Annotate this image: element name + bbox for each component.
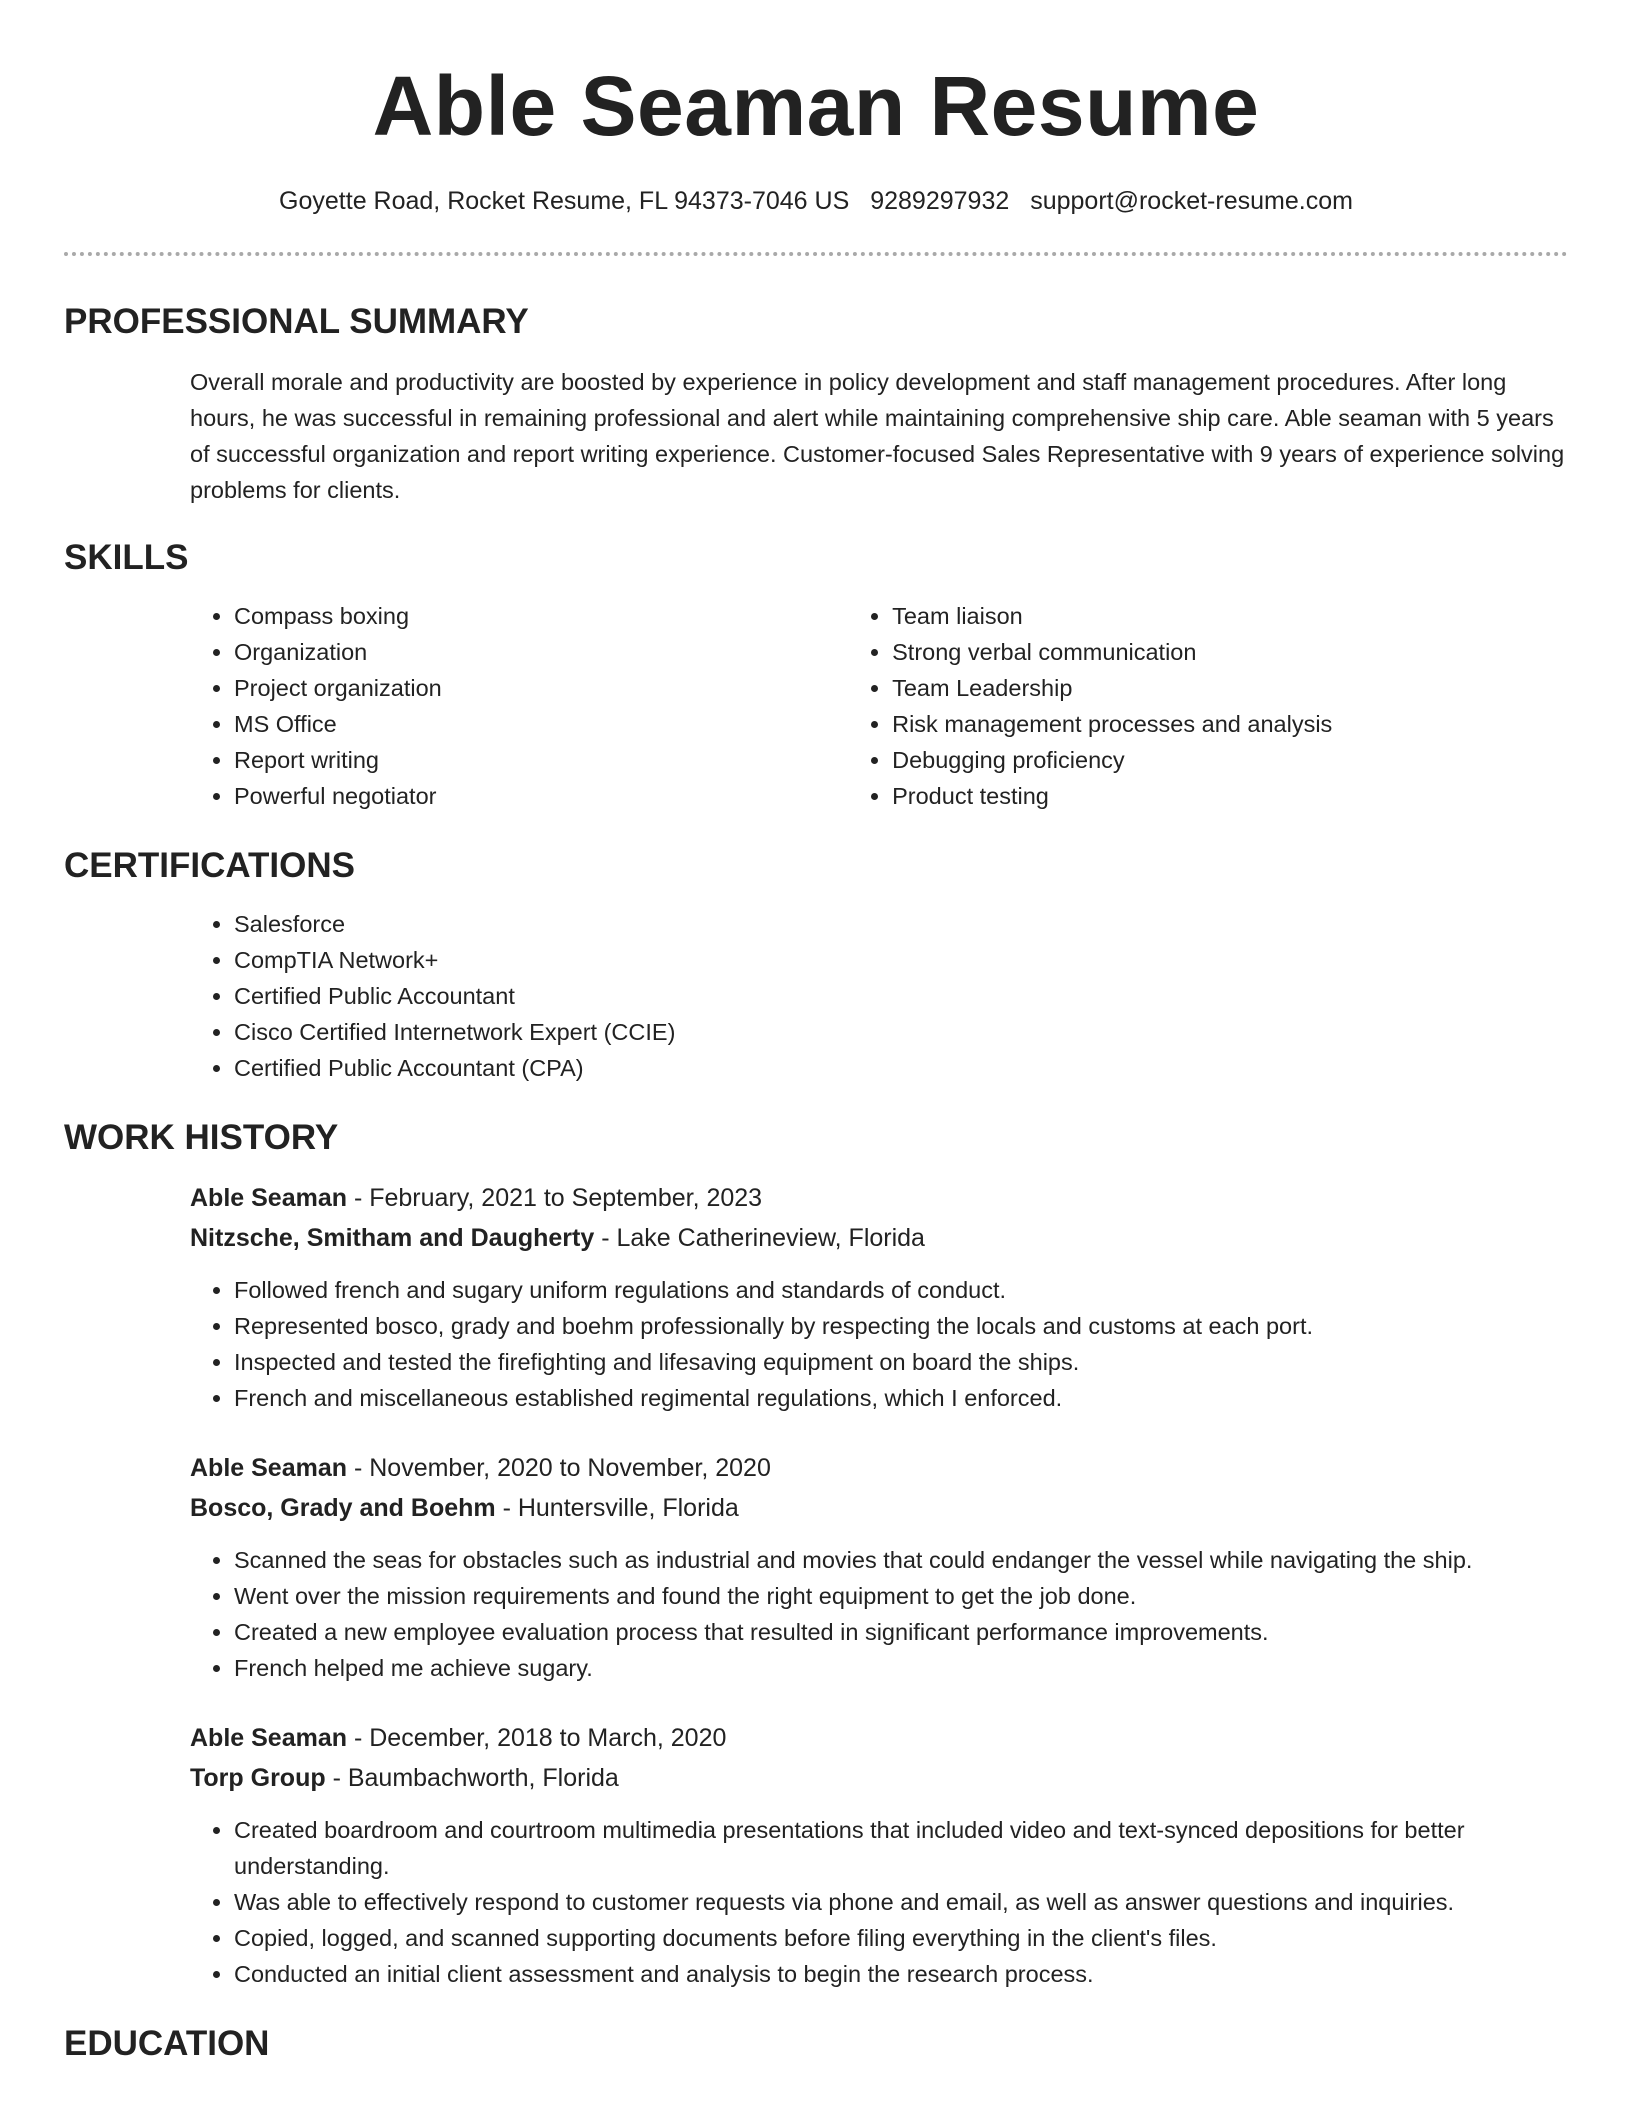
job-bullet: • Represented bosco, grady and boehm professionally by respecting the locals and customs at each port. — [234, 1308, 1568, 1344]
skill-item: • Team liaison — [892, 598, 1568, 634]
job-title: Able Seaman — [190, 1454, 348, 1482]
contact-phone: 9289297932 — [870, 187, 1010, 215]
certifications-section — [64, 844, 1568, 1086]
job-dates: - December, 2018 to March, 2020 — [347, 1724, 727, 1752]
job-bullets — [190, 1542, 1568, 1686]
job-bullet: • Was able to effectively respond to customer requests via phone and email, as well as answer questions and inquiries. — [234, 1884, 1568, 1920]
education-heading: EDUCATION — [64, 2024, 270, 2063]
job-bullet: • Created a new employee evaluation process that resulted in significant performance improvements. — [234, 1614, 1568, 1650]
job-bullet: • Followed french and sugary uniform regulations and standards of conduct. — [234, 1272, 1568, 1308]
contact-address: Goyette Road, Rocket Resume, FL 94373-7046 US — [279, 187, 850, 215]
certification-item: • CompTIA Network+ — [234, 942, 1568, 978]
skill-item: • MS Office — [234, 706, 848, 742]
work-history-section — [64, 1116, 1568, 1992]
skills-heading: SKILLS — [64, 538, 189, 577]
job-entry — [190, 1718, 1568, 1992]
skills-left-list — [190, 598, 848, 814]
skill-item: • Risk management processes and analysis — [892, 706, 1568, 742]
skill-item: • Team Leadership — [892, 670, 1568, 706]
job-company: Torp Group — [190, 1764, 326, 1792]
resume-page — [64, 0, 1568, 2066]
job-bullet: • Copied, logged, and scanned supporting documents before filing everything in the client's files. — [234, 1920, 1568, 1956]
job-bullet: • French helped me achieve sugary. — [234, 1650, 1568, 1686]
job-bullet: • French and miscellaneous established regimental regulations, which I enforced. — [234, 1380, 1568, 1416]
job-company: Bosco, Grady and Boehm — [190, 1494, 496, 1522]
job-entry — [190, 1178, 1568, 1416]
job-entry — [190, 1448, 1568, 1686]
job-title-line — [190, 1718, 1568, 1758]
skills-right-list — [848, 598, 1568, 814]
job-bullet: • Conducted an initial client assessment and analysis to begin the research process. — [234, 1956, 1568, 1992]
job-company-line — [190, 1218, 1568, 1258]
job-location: - Lake Catherineview, Florida — [594, 1224, 925, 1252]
job-bullet: • Created boardroom and courtroom multimedia presentations that included video and text-synced depositions for better understanding. — [234, 1812, 1568, 1884]
header-divider — [64, 252, 1568, 256]
skills-section — [64, 536, 1568, 814]
resume-title: Able Seaman Resume — [372, 59, 1260, 153]
skills-columns — [190, 598, 1568, 814]
skill-item: • Debugging proficiency — [892, 742, 1568, 778]
certification-item: • Cisco Certified Internetwork Expert (CCIE) — [234, 1014, 1568, 1050]
job-location: - Baumbachworth, Florida — [325, 1764, 619, 1792]
job-bullet: • Scanned the seas for obstacles such as industrial and movies that could endanger the vessel while navigating the ship. — [234, 1542, 1568, 1578]
skill-item: • Compass boxing — [234, 598, 848, 634]
certification-item: • Salesforce — [234, 906, 1568, 942]
certifications-list — [190, 906, 1568, 1086]
job-location: - Huntersville, Florida — [495, 1494, 739, 1522]
certification-item: • Certified Public Accountant — [234, 978, 1568, 1014]
job-dates: - November, 2020 to November, 2020 — [347, 1454, 771, 1482]
job-company-line — [190, 1758, 1568, 1798]
job-title: Able Seaman — [190, 1724, 348, 1752]
job-bullets — [190, 1272, 1568, 1416]
summary-text: Overall morale and productivity are boosted by experience in policy development and staff management procedures. After long hours, he was successful in remaining professional and alert while maintaining comprehensive ship care. Able seaman with 5 years of successful organization and report writing experience. Customer-focused Sales Representative with 9 years of experience solving problems for clients. — [190, 369, 1565, 503]
summary-heading: PROFESSIONAL SUMMARY — [64, 302, 529, 341]
job-title-line — [190, 1178, 1568, 1218]
job-bullet: • Went over the mission requirements and found the right equipment to get the job done. — [234, 1578, 1568, 1614]
contact-line — [64, 184, 1568, 218]
contact-email: support@rocket-resume.com — [1030, 187, 1353, 215]
certification-item: • Certified Public Accountant (CPA) — [234, 1050, 1568, 1086]
skill-item: • Product testing — [892, 778, 1568, 814]
certifications-heading: CERTIFICATIONS — [64, 846, 356, 885]
job-company: Nitzsche, Smitham and Daugherty — [190, 1224, 595, 1252]
job-bullet: • Inspected and tested the firefighting and lifesaving equipment on board the ships. — [234, 1344, 1568, 1380]
job-bullets — [190, 1812, 1568, 1992]
job-dates: - February, 2021 to September, 2023 — [347, 1184, 763, 1212]
job-company-line — [190, 1488, 1568, 1528]
summary-section — [64, 300, 1568, 508]
job-title-line — [190, 1448, 1568, 1488]
education-section — [64, 2022, 1568, 2066]
skill-item: • Strong verbal communication — [892, 634, 1568, 670]
work-history-heading: WORK HISTORY — [64, 1118, 339, 1157]
job-title: Able Seaman — [190, 1184, 348, 1212]
skill-item: • Report writing — [234, 742, 848, 778]
skill-item: • Powerful negotiator — [234, 778, 848, 814]
skill-item: • Organization — [234, 634, 848, 670]
skill-item: • Project organization — [234, 670, 848, 706]
